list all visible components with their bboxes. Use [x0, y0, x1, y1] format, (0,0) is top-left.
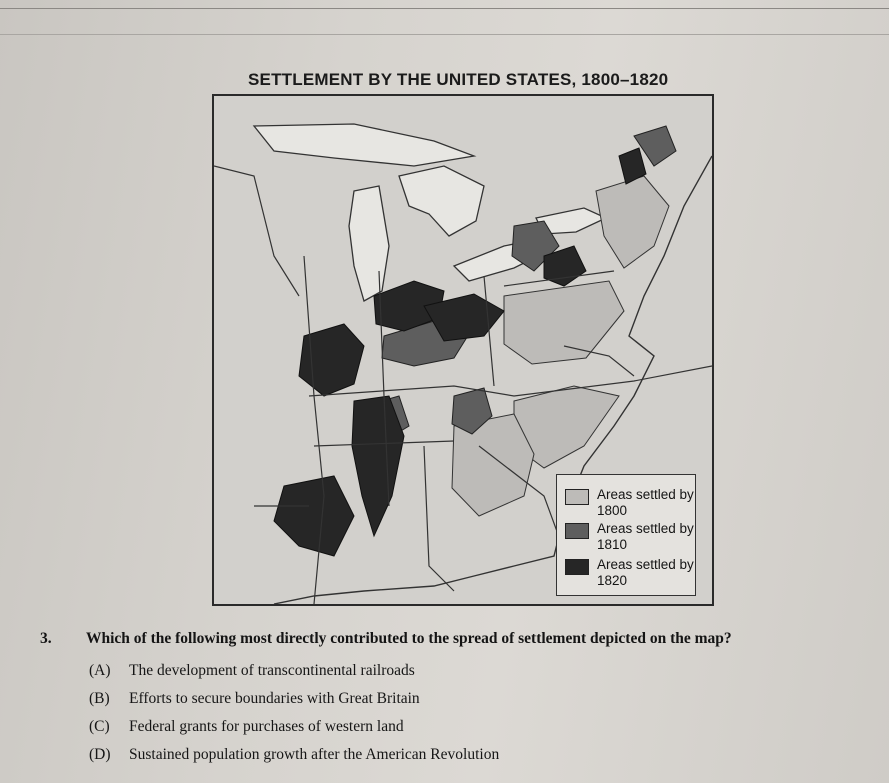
- legend-label: Areas settled by 1820: [597, 557, 694, 588]
- legend-swatch-1800: [565, 489, 589, 505]
- choice-text: The development of transcontinental railroads: [129, 662, 415, 679]
- question-number: 3.: [40, 630, 52, 647]
- choice-text: Sustained population growth after the American Revolution: [129, 746, 500, 763]
- legend-item: [565, 557, 693, 593]
- question-text: Which of the following most directly contributed to the spread of settlement depicted on the map?: [86, 630, 732, 647]
- map-legend: [556, 474, 696, 596]
- legend-swatch-1810: [565, 523, 589, 539]
- faint-divider: [0, 34, 889, 35]
- choice-letter: (C): [89, 718, 110, 735]
- legend-item: [565, 521, 693, 557]
- top-divider: [0, 8, 889, 9]
- legend-label: Areas settled by 1810: [597, 521, 694, 552]
- map-title: SETTLEMENT BY THE UNITED STATES, 1800–1820: [248, 70, 669, 89]
- legend-item: [565, 487, 693, 523]
- choice-text: Efforts to secure boundaries with Great Britain: [129, 690, 420, 707]
- choice-letter: (A): [89, 662, 111, 679]
- choice-text: Federal grants for purchases of western land: [129, 718, 404, 735]
- legend-label: Areas settled by 1800: [597, 487, 694, 518]
- legend-swatch-1820: [565, 559, 589, 575]
- choice-letter: (D): [89, 746, 111, 763]
- choice-letter: (B): [89, 690, 110, 707]
